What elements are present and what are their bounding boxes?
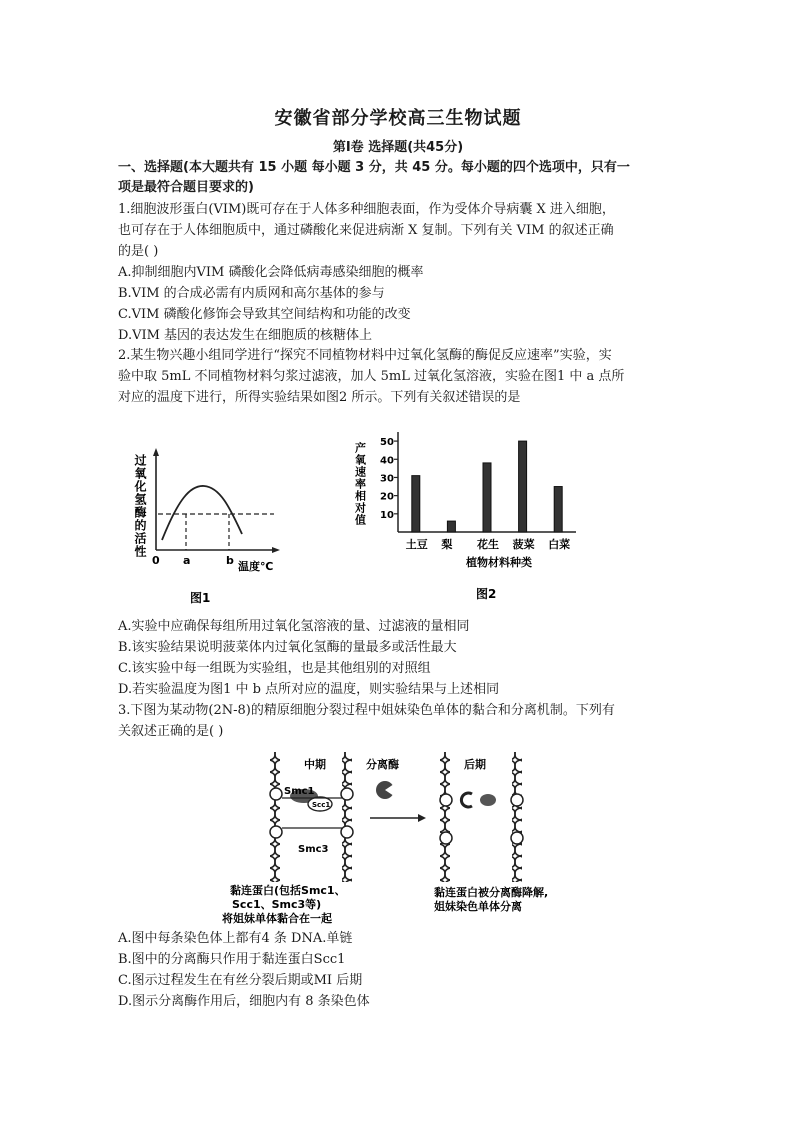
fig2-ytick-label: 50 xyxy=(380,437,394,449)
fig2-ytick-label: 40 xyxy=(380,455,394,467)
fig1-xlabel: 温度℃ xyxy=(238,560,274,573)
cleaved-cohesin-icon xyxy=(461,793,472,807)
fig2-ylabel: 产氧速率相对值 xyxy=(353,442,367,526)
q2-option-b: B.该实验结果说明菠菜体内过氧化氢酶的量最多或活性最大 xyxy=(118,640,457,655)
fig1-ylabel: 过氧化氢酶的活性 xyxy=(133,454,147,558)
fig2-xlabel: 植物材料种类 xyxy=(466,556,532,569)
figure3-cohesin-diagram xyxy=(220,748,600,924)
q1-option-a: A.抑制细胞内VIM 磷酸化会降低病毒感染细胞的概率 xyxy=(118,265,424,280)
fig2-bar xyxy=(412,476,420,532)
q1-stem-line1: 1.细胞波形蛋白(VIM)既可存在于人体多种细胞表面，作为受体介导病囊 X 进入细胞， xyxy=(118,202,615,217)
cohesin-ring-icon xyxy=(440,832,452,844)
fig1-caption: 图1 xyxy=(190,591,211,605)
q1-option-b: B.VIM 的合成必需有内质网和高尔基体的参与 xyxy=(118,286,385,301)
arrow-head-icon xyxy=(418,814,426,822)
chromatid-left-2 xyxy=(342,752,352,882)
q2-option-d: D.若实验温度为图1 中 b 点所对应的温度，则实验结果与上述相同 xyxy=(118,682,500,697)
cohesin-ring-icon xyxy=(270,826,282,838)
fig2-category-label: 菠菜 xyxy=(512,538,535,551)
label-separase: 分离酶 xyxy=(366,758,399,771)
note-right-1: 黏连蛋白被分离酶降解, xyxy=(434,886,549,899)
label-smc3: Smc3 xyxy=(298,844,329,855)
fig2-category-label: 花生 xyxy=(477,538,499,551)
section-instructions-line2: 项是最符合题目要求的) xyxy=(118,180,254,195)
q3-stem-line2: 关叙述正确的是( ) xyxy=(118,724,224,739)
fig2-caption: 图2 xyxy=(476,587,497,601)
note-left-2: Scc1、Smc3等) xyxy=(232,898,322,911)
fig2-bar xyxy=(519,441,527,532)
fig1-point-a: a xyxy=(183,554,191,567)
cohesin-ring-icon xyxy=(270,788,282,800)
fig1-point-b: b xyxy=(226,554,234,567)
cohesin-ring-icon xyxy=(341,788,353,800)
cleaved-smc-icon xyxy=(480,794,496,806)
q3-option-b: B.图中的分离酶只作用于黏连蛋白Scc1 xyxy=(118,952,346,967)
figure2-bar-chart xyxy=(348,426,588,610)
fig2-category-label: 土豆 xyxy=(405,538,428,551)
label-smc1: Smc1 xyxy=(284,786,315,797)
q2-option-a: A.实验中应确保每组所用过氧化氢溶液的量、过滤液的量相同 xyxy=(118,619,470,634)
q1-stem-line2: 也可存在于人体细胞质中，通过磷酸化来促进病渐 X 复制。下列有关 VIM 的叙述正确 xyxy=(118,223,614,238)
chromatid-right-2 xyxy=(512,752,522,882)
fig1-activity-curve xyxy=(162,486,242,540)
q3-stem-line1: 3.下图为某动物(2N-8)的精原细胞分裂过程中姐妹染色单体的黏合和分离机制。下列有 xyxy=(118,703,615,718)
fig2-bar xyxy=(554,487,562,532)
label-scc1: Scc1 xyxy=(312,801,331,809)
cohesin-ring-icon xyxy=(511,832,523,844)
note-left-3: 将姐妹单体黏合在一起 xyxy=(222,912,332,924)
fig2-bar xyxy=(447,521,455,532)
section-instructions-line1: 一、选择题(本大题共有 15 小题 每小题 3 分，共 45 分。每小题的四个选项中，只有一 xyxy=(118,160,630,175)
cohesin-ring-icon xyxy=(341,826,353,838)
page-title: 安徽省部分学校高三生物试题 xyxy=(274,108,522,129)
cohesin-ring-icon xyxy=(511,794,523,806)
q3-option-c: C.图示过程发生在有丝分裂后期或MI 后期 xyxy=(118,973,363,988)
fig1-y-arrow xyxy=(153,448,159,456)
figure1-enzyme-activity-curve xyxy=(128,440,288,610)
q1-option-c: C.VIM 磷酸化修饰会导致其空间结构和功能的改变 xyxy=(118,307,411,322)
label-metaphase: 中期 xyxy=(304,758,326,771)
chromatid-left-1 xyxy=(270,752,280,882)
chromatid-right-1 xyxy=(440,752,450,882)
q2-stem-line1: 2.某生物兴趣小组同学进行“探究不同植物材料中过氧化氢酶的酶促反应速率”实验，实 xyxy=(118,348,612,363)
label-anaphase: 后期 xyxy=(464,758,486,771)
q1-option-d: D.VIM 基因的表达发生在细胞质的核糖体上 xyxy=(118,328,373,343)
fig1-x-arrow xyxy=(272,547,280,553)
fig2-ytick-label: 30 xyxy=(380,473,394,485)
note-right-2: 姐妹染色单体分离 xyxy=(434,900,522,913)
note-left-1: 黏连蛋白(包括Smc1、 xyxy=(230,884,346,897)
fig2-ytick-label: 20 xyxy=(380,491,394,503)
fig1-origin: 0 xyxy=(152,554,160,567)
section-subtitle: 第Ⅰ卷 选择题(共45分) xyxy=(332,140,464,155)
q1-stem-line3: 的是( ) xyxy=(118,244,159,259)
q3-option-d: D.图示分离酶作用后，细胞内有 8 条染色体 xyxy=(118,994,370,1009)
q3-option-a: A.图中每条染色体上都有4 条 DNA.单链 xyxy=(118,931,353,946)
fig2-ytick-label: 10 xyxy=(380,509,394,521)
fig2-category-label: 梨 xyxy=(441,538,453,551)
q2-stem-line3: 对应的温度下进行，所得实验结果如图2 所示。下列有关叙述错误的是 xyxy=(118,390,521,405)
cohesin-ring-icon xyxy=(440,794,452,806)
fig2-bar xyxy=(483,463,491,532)
q2-option-c: C.该实验中每一组既为实验组，也是其他组别的对照组 xyxy=(118,661,431,676)
q2-stem-line2: 验中取 5mL 不同植物材料匀浆过滤液，加人 5mL 过氧化氢溶液，实验在图1 中 a 点所 xyxy=(118,369,625,384)
fig2-category-label: 白菜 xyxy=(548,538,571,551)
